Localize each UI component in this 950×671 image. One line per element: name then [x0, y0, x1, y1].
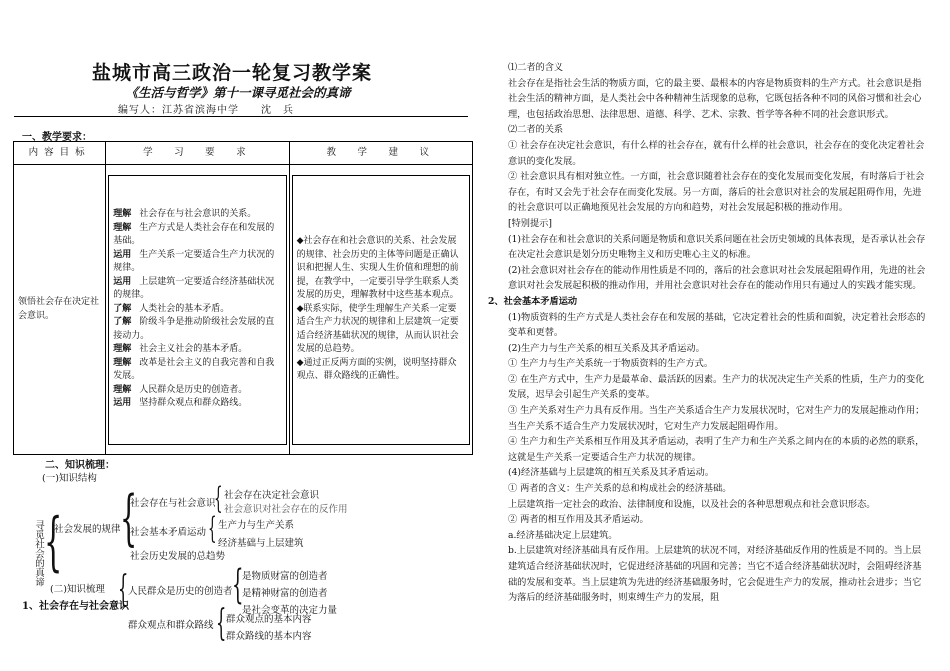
overlap-heading: 1、社会存在与社会意识	[22, 601, 129, 612]
suggestions-box	[292, 175, 470, 445]
suggestion-item: ◆通过正反两方面的实例，说明坚持群众观点、群众路线的正确性。	[296, 357, 457, 382]
tree-root: 寻觅社会的真谛	[33, 520, 44, 587]
req-item: 理解 社会主义社会的基本矛盾。	[113, 344, 248, 355]
section-heading-contradiction: 2、社会基本矛盾运动	[488, 295, 578, 307]
paragraph: (2)社会意识对社会存在的能动作用性质是不同的，落后的社会意识对社会发展起阻碍作用，先进的社会意识对社会发展起积极的推动作用，并用社会意识对社会存在的能动作用只有通过人的实践才能实现。	[508, 264, 926, 292]
subheading-meaning: ⑴二者的含义	[508, 62, 564, 73]
node-basic-contradiction: 社会基本矛盾运动	[130, 527, 207, 538]
req-item: 理解 社会存在与社会意识的关系。	[113, 209, 257, 220]
paragraph: (4)经济基础与上层建筑的相互关系及其矛盾运动。	[508, 467, 714, 479]
leaf3-brace: {	[232, 562, 244, 608]
paragraph: ② 两者的相互作用及其矛盾运动。	[508, 514, 649, 526]
paragraph: ② 社会意识具有相对独立性。一方面，社会意识随着社会存在的变化发展而变化发展，有时落后于社会存在，有时又会先于社会存在而变化发展。另一方面，落后的社会意识对社会的发展起阻碍作用，先进的社会意识可以正确地预见社会发展的方向和趋势，对社会发展起积极的推动作用。	[508, 171, 925, 214]
header-target: 内容目标	[14, 142, 106, 165]
branch2-brace: {	[118, 569, 129, 610]
paragraph: (2)生产力与生产关系的相互关系及其矛盾运动。	[508, 342, 705, 354]
req-item: 理解 生产方式是人类社会存在和发展的基础。	[113, 222, 275, 247]
suggestions-cell	[289, 165, 472, 455]
node-existence-consciousness: 社会存在与社会意识	[130, 498, 216, 509]
leaf-social-change: 是社会变革的决定力量	[242, 605, 338, 616]
title-rule	[14, 116, 468, 117]
leaf-mass-line: 群众路线的基本内容	[226, 631, 312, 642]
leaf-existence-determines: 社会存在决定社会意识	[224, 490, 320, 501]
paragraph: ① 社会存在决定社会意识，有什么样的社会存在，就有什么样的社会意识，社会存在的变化决定着社会意识的变化发展。	[508, 139, 925, 167]
req-item: 运用 上层建筑一定要适合经济基础状况的规律。	[113, 276, 275, 301]
leaf1-brace: {	[214, 481, 223, 516]
section2-heading: 二、知识梳理：	[45, 460, 115, 471]
req-item: 理解 改革是社会主义的自我完善和自我发展。	[113, 357, 275, 382]
req-item: 理解 人民群众是历史的创造者。	[113, 384, 248, 395]
paragraph: 上层建筑指一定社会的政治、法律制度和设施，以及社会的各种思想观点和社会意识形态。	[508, 498, 876, 510]
branch-mass-line: 群众观点和群众路线	[128, 620, 214, 631]
paragraph: ① 两者的含义：生产关系的总和构成社会的经济基础。	[508, 483, 732, 495]
branch-rules: 社会发展的规律	[54, 524, 121, 535]
branch1-brace: {	[120, 483, 138, 553]
paragraph: (1)物质资料的生产方式是人类社会存在和发展的基础，它决定着社会的性质和面貌，决定着社会形态的变革和更替。	[508, 311, 926, 339]
req-item: 了解 阶级斗争是推动阶级社会发展的直接动力。	[113, 317, 275, 341]
leaf-consciousness-reaction: 社会意识对社会存在的反作用	[224, 504, 348, 515]
author-line: 编写人：江苏省滨海中学 沈 兵	[118, 105, 294, 116]
paragraph: b.上层建筑对经济基础具有反作用。上层建筑的状况不同，对经济基础反作用的性质是不同的。当上层建筑适合经济基础状况时，它促进经济基础的巩固和完善；当它不适合经济基础状况时，会阻碍经济基础的发展和变革。当上层建筑为先进的经济基础服务时，它会促进生产力的发展，推动社会进步；当它为落后的经济基础服务时，则束缚生产力的发展，阻	[508, 545, 922, 604]
branch-people-creators: 人民群众是历史的创造者	[128, 586, 233, 597]
target-cell	[14, 165, 106, 455]
req-item: 运用 生产关系一定要适合生产力状况的规律。	[113, 249, 275, 274]
page-title: 盐城市高三政治一轮复习教学案	[91, 62, 372, 84]
paragraph: ④ 生产力和生产关系相互作用及其矛盾运动，表明了生产力和生产关系之间内在的本质的必然的联系，这就是生产关系一定要适合生产力状况的规律。	[508, 436, 925, 463]
section1-heading: 一、教学要求：	[22, 132, 92, 143]
knowledge-structure-label: (一)知识结构	[42, 473, 97, 484]
requirements-box	[108, 175, 286, 445]
suggestion-item: ◆社会存在和社会意识的关系、社会发展的规律、社会历史的主体等问题是正确认识和把握人生、实现人生价值和理想的前提，在教学中，一定要引导学生联系人类发展的历史，理解教材中这些基本观点。	[296, 236, 459, 301]
leaf-material-wealth: 是物质财富的创造者	[242, 571, 328, 582]
header-suggestions: 教 学 建 议	[289, 142, 472, 165]
req-item: 运用 坚持群众观点和群众路线。	[113, 398, 248, 409]
leaf2-brace: {	[208, 511, 217, 546]
target-text: 领悟社会存在决定社会意识。	[18, 297, 100, 321]
leaf-base-superstructure: 经济基础与上层建筑	[218, 538, 304, 549]
paragraph: a.经济基础决定上层建筑。	[508, 529, 618, 541]
paragraph: 社会存在是指社会生活的物质方面，它的最主要、最根本的内容是物质资料的生产方式。社会意识是指社会生活的精神方面，是人类社会中各种精神生活现象的总称，它既包括各种不同的风俗习惯和社会心理，也包括政治思想、法律思想、道德、科学、艺术、宗教、哲学等各种不同的社会意识形式。	[508, 77, 922, 120]
header-requirements: 学 习 要 求	[106, 142, 289, 165]
special-tip-heading: [特别提示]	[508, 217, 552, 229]
node-development-trend: 社会历史发展的总趋势	[130, 551, 226, 562]
paragraph: ② 在生产方式中，生产力是最革命、最活跃的因素。生产力的状况决定生产关系的性质，生产力的变化发展，迟早会引起生产关系的变革。	[508, 373, 925, 401]
leaf-productive-forces: 生产力与生产关系	[218, 520, 295, 531]
lesson-subtitle: 《生活与哲学》第十一课寻觅社会的真谛	[125, 85, 351, 100]
leaf-spiritual-wealth: 是精神财富的创造者	[242, 588, 328, 599]
requirements-cell	[106, 165, 289, 455]
knowledge-review-label: (二)知识梳理	[50, 584, 105, 595]
paragraph: ③ 生产关系对生产力具有反作用。当生产关系适合生产力发展状况时，它对生产力的发展起推动作用；当生产关系不适合生产力发展状况时，它对生产力发展起阻碍作用。	[508, 405, 925, 432]
leaf4-brace: {	[216, 603, 227, 644]
req-item: 了解 人类社会的基本矛盾。	[113, 303, 230, 314]
requirements-table	[13, 141, 473, 455]
suggestion-item: ◆联系实际，使学生理解生产关系一定要适合生产力状况的规律和上层建筑一定要适合经济基础状况的规律，从而认识社会发展的总趋势。	[296, 303, 459, 355]
paragraph: (1)社会存在和社会意识的关系问题是物质和意识关系问题在社会历史领域的具体表现，是否承认社会存在决定社会意识是划分历史唯物主义和历史唯心主义的标准。	[508, 233, 926, 261]
root-brace: {	[44, 505, 63, 579]
paragraph: ① 生产力与生产关系统一于物质资料的生产方式。	[508, 358, 714, 370]
leaf-mass-viewpoint: 群众观点的基本内容	[226, 614, 312, 625]
right-column	[488, 60, 928, 606]
subheading-relation: ⑵二者的关系	[508, 124, 564, 136]
